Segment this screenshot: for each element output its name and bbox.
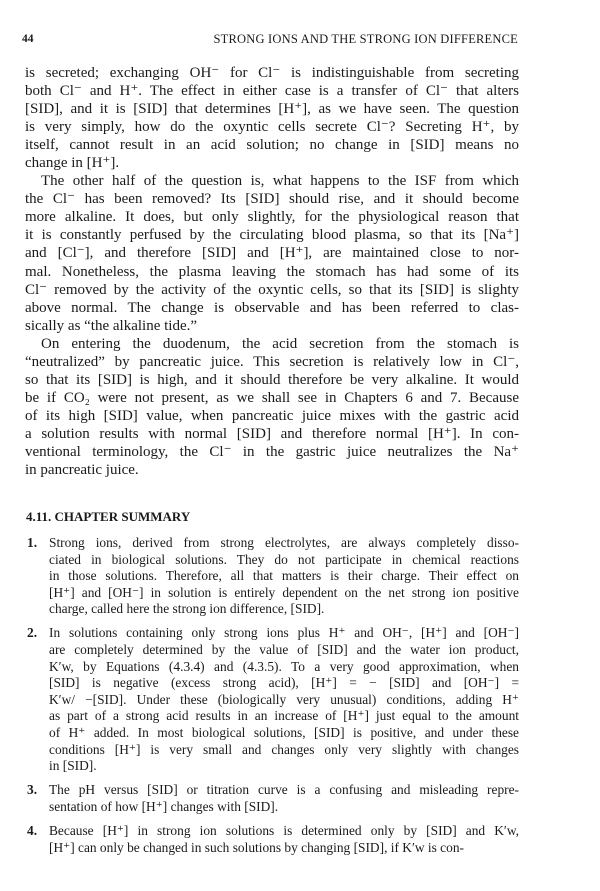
summary-item — [27, 823, 519, 856]
text-line: it is constantly perfused by the circulating blood plasma, so that its [Na⁺] — [25, 227, 519, 244]
text-line: The pH versus [SID] or titration curve is a confusing and misleading repre- — [49, 782, 519, 798]
text-line: of its high [SID] value, when pancreatic juice mixes with the gastric acid — [25, 407, 519, 424]
text-line: charge, called here the strong ion difference, [SID]. — [49, 601, 325, 617]
section-heading: 4.11. CHAPTER SUMMARY — [26, 509, 191, 524]
summary-item — [27, 535, 519, 618]
item-number: 3. — [27, 782, 38, 798]
text-line: a solution results with normal [SID] and therefore normal [H⁺]. In con- — [25, 425, 519, 442]
text-line: of H⁺ added. In most biological solutions, [SID] is positive, and under these — [49, 725, 519, 741]
paragraph — [25, 335, 519, 479]
text-line: is secreted; exchanging OH⁻ for Cl⁻ is indistinguishable from secreting — [25, 65, 519, 81]
text-line: the Cl⁻ has been removed? Its [SID] should rise, and it should become — [25, 191, 519, 208]
text-line: mal. Nonetheless, the plasma leaving the stomach has had some of its — [25, 263, 519, 280]
item-number: 1. — [27, 535, 38, 550]
text-line: In solutions containing only strong ions plus H⁺ and OH⁻, [H⁺] and [OH⁻] — [49, 625, 519, 641]
text-line: is very simply, how do the oxyntic cells secrete Cl⁻? Secreting H⁺, by — [25, 119, 519, 136]
page-number: 44 — [22, 33, 34, 45]
text-line: change in [H⁺]. — [25, 155, 120, 172]
item-number: 4. — [27, 823, 38, 838]
text-line: On entering the duodenum, the acid secretion from the stomach is — [41, 335, 519, 352]
text-line: conditions [H⁺] is very small and changes only very slightly with changes — [49, 741, 519, 757]
text-line: ventional terminology, the Cl⁻ in the gastric juice neutralizes the Na⁺ — [25, 443, 519, 460]
text-line: K′w, by Equations (4.3.4) and (4.3.5). To a very good approximation, when — [49, 658, 519, 674]
text-line: Cl⁻ removed by the activity of the oxyntic cells, so that its [SID] is slighty — [25, 281, 519, 298]
text-line: and [Cl⁻], and therefore [SID] and [H⁺], are maintained close to nor- — [25, 245, 519, 262]
text-line: sentation of how [H⁺] changes with [SID]. — [49, 798, 279, 814]
text-line: so that its [SID] is high, and it should therefore be very alkaline. It would — [25, 371, 519, 388]
paragraph — [25, 64, 519, 172]
text-line: in those solutions. Therefore, all that matters is their charge. Their effect on — [49, 568, 519, 584]
text-line: Because [H⁺] in strong ion solutions is determined only by [SID] and K′w, — [49, 823, 519, 838]
summary-item — [27, 782, 519, 815]
text-line: in pancreatic juice. — [25, 462, 139, 479]
body-text — [25, 64, 519, 479]
text-line: be if CO₂ were not present, as we shall see in Chapters 6 and 7. Because — [25, 389, 519, 406]
running-header — [22, 31, 518, 47]
text-line: more alkaline. It does, but only slightly, for the physiological reason that — [25, 209, 519, 226]
text-line: “neutralized” by pancreatic juice. This secretion is relatively low in Cl⁻, — [25, 353, 519, 370]
item-number: 2. — [27, 625, 38, 641]
text-line: [H⁺] and [OH⁻] in solution is entirely dependent on the net strong ion positive — [49, 584, 519, 600]
chapter-summary-list — [27, 535, 519, 864]
text-line: [SID], and it is [SID] that determines [H⁺], as we have seen. The question — [25, 101, 519, 118]
text-line: sically as “the alkaline tide.” — [25, 317, 198, 334]
running-title: STRONG IONS AND THE STRONG ION DIFFERENCE — [213, 32, 518, 46]
text-line: K′w/ −[SID]. Under these (biologically very unusual) conditions, adding H⁺ — [49, 691, 519, 707]
text-line: ciated in biological solutions. They do not participate in chemical reactions — [49, 551, 519, 567]
text-line: both Cl⁻ and H⁺. The effect in either case is a transfer of Cl⁻ that alters — [25, 83, 519, 100]
text-line: itself, cannot result in an acid solution; no change in [SID] means no — [25, 137, 519, 154]
paragraph — [25, 172, 519, 334]
text-line: [SID] is negative (excess strong acid), [H⁺] = − [SID] and [OH⁻] = — [49, 675, 519, 691]
summary-item — [27, 625, 519, 774]
text-line: above normal. The change is observable and has been referred to clas- — [25, 299, 519, 316]
text-line: as part of a strong acid results in an increase of [H⁺] just equal to the amount — [49, 708, 519, 724]
text-line: Strong ions, derived from strong electrolytes, are always completely disso- — [49, 535, 519, 550]
text-line: [H⁺] can only be changed in such solutions by changing [SID], if K′w is con- — [49, 839, 464, 855]
text-line: The other half of the question is, what happens to the ISF from which — [41, 173, 519, 190]
text-line: are completely determined by the value of [SID] and the water ion product, — [49, 642, 519, 658]
text-line: in [SID]. — [49, 758, 97, 774]
